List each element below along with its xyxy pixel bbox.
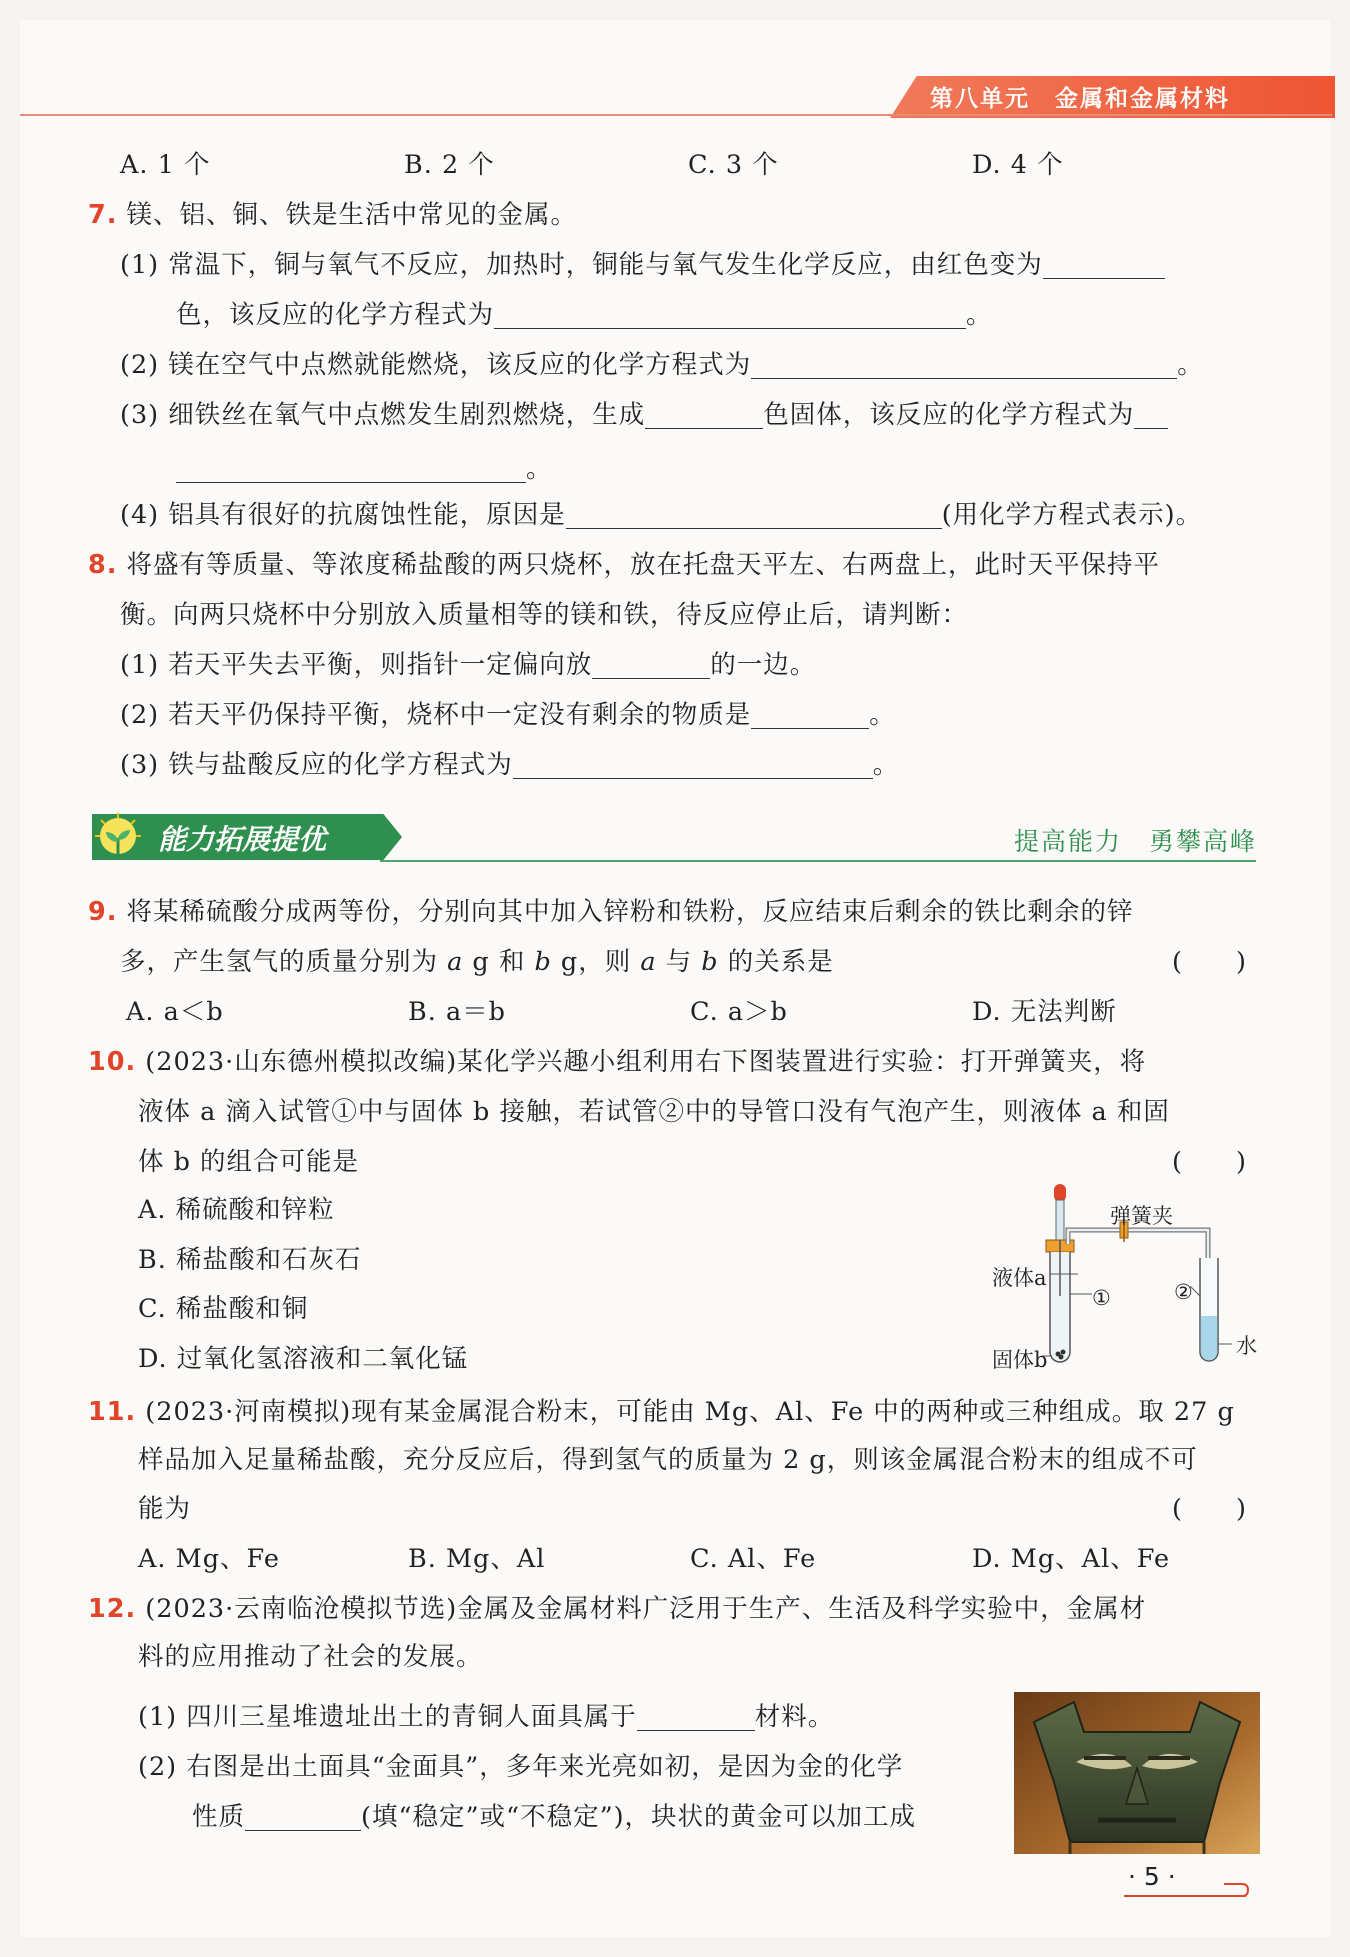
q8-stem: 将盛有等质量、等浓度稀盐酸的两只烧杯，放在托盘天平左、右两盘上，此时天平保持平: [126, 550, 1161, 580]
q11-line2: 样品加入足量稀盐酸，充分反应后，得到氢气的质量为 2 g，则该金属混合粉末的组成不可: [138, 1445, 1198, 1475]
q9-text: 与: [656, 947, 702, 977]
q12-part2-text: 性质: [192, 1802, 246, 1832]
q8-part1-text2: 的一边。: [710, 650, 817, 680]
q12-line1: [88, 1592, 1146, 1626]
q9-option-b: B. a＝b: [408, 997, 506, 1027]
q11-line1: [88, 1395, 1235, 1429]
label-tube-1: ①: [1092, 1286, 1111, 1310]
q9-text: 多，产生氢气的质量分别为: [120, 947, 439, 977]
answer-blank[interactable]: [1134, 402, 1168, 429]
q7-number: 7.: [88, 200, 118, 230]
q9-line2: [120, 945, 834, 979]
label-liquid-a: 液体a: [992, 1266, 1047, 1290]
q9-line1: [88, 895, 1134, 929]
q7-stem-line: [88, 198, 577, 232]
answer-blank[interactable]: [751, 702, 869, 729]
sun-sprout-icon: [92, 812, 144, 864]
var-a: a: [640, 947, 657, 977]
q10-line1: [88, 1045, 1146, 1079]
q10-option-c: C. 稀盐酸和铜: [138, 1294, 309, 1324]
q7-part2-line: [120, 348, 1204, 382]
q9-text: 的关系是: [718, 947, 834, 977]
q10-number: 10.: [88, 1047, 137, 1077]
q9-answer-bracket[interactable]: ( ): [1172, 947, 1247, 977]
answer-blank[interactable]: [176, 456, 526, 483]
q7-part1-text2: 色，该反应的化学方程式为: [176, 300, 495, 330]
q9-option-c: C. a＞b: [690, 997, 788, 1027]
q7-part4-text: (4) 铝具有很好的抗腐蚀性能，原因是: [120, 500, 566, 530]
q11-answer-bracket[interactable]: ( ): [1172, 1494, 1247, 1524]
answer-blank[interactable]: [245, 1804, 361, 1831]
q10-option-b: B. 稀盐酸和石灰石: [138, 1245, 362, 1275]
q6-option-c: C. 3 个: [688, 150, 779, 180]
unit-title: 第八单元 金属和金属材料: [930, 86, 1230, 112]
var-b: b: [534, 947, 552, 977]
q10-line3: 体 b 的组合可能是: [138, 1147, 360, 1177]
q7-part1-line2: [176, 298, 993, 332]
q12-part1-text: (1) 四川三星堆遗址出土的青铜人面具属于: [138, 1702, 637, 1732]
period: 。: [1177, 350, 1204, 380]
section-title: 能力拓展提优: [158, 823, 327, 856]
label-solid-b: 固体b: [992, 1348, 1048, 1372]
q12-part2-line1: (2) 右图是出土面具“金面具”，多年来光亮如初，是因为金的化学: [138, 1752, 904, 1782]
q6-option-d: D. 4 个: [972, 150, 1064, 180]
q10-answer-bracket[interactable]: ( ): [1172, 1147, 1247, 1177]
q7-stem: 镁、铝、铜、铁是生活中常见的金属。: [126, 200, 578, 230]
q6-option-a: A. 1 个: [120, 150, 211, 180]
page-corner-icon: [1220, 1880, 1250, 1900]
answer-blank[interactable]: [566, 502, 942, 529]
dropper-bulb: [1054, 1184, 1066, 1202]
q8-part1-text: (1) 若天平失去平衡，则指针一定偏向放: [120, 650, 593, 680]
bronze-mask-photo: [1014, 1692, 1260, 1854]
q10-stem: (2023·山东德州模拟改编)某化学兴趣小组利用右下图装置进行实验：打开弹簧夹，将: [145, 1047, 1147, 1077]
answer-blank[interactable]: [751, 352, 1177, 379]
answer-blank[interactable]: [592, 652, 710, 679]
q8-part2-line: [120, 698, 896, 732]
page-number: · 5 ·: [1128, 1862, 1176, 1891]
period: 。: [966, 300, 993, 330]
q9-option-d: D. 无法判断: [972, 997, 1117, 1027]
q11-option-a: A. Mg、Fe: [138, 1544, 280, 1574]
q9-text: g 和: [463, 947, 535, 977]
q10-option-d: D. 过氧化氢溶液和二氧化锰: [138, 1344, 469, 1374]
q10-option-a: A. 稀硫酸和锌粒: [138, 1195, 335, 1225]
answer-blank[interactable]: [513, 752, 873, 779]
q12-number: 12.: [88, 1594, 137, 1624]
label-water: 水: [1236, 1334, 1257, 1358]
q7-part3-text2: 色固体，该反应的化学方程式为: [763, 400, 1135, 430]
q12-stem: (2023·云南临沧模拟节选)金属及金属材料广泛用于生产、生活及科学实验中，金属材: [145, 1594, 1147, 1624]
q11-line3: 能为: [138, 1494, 192, 1524]
q9-text: g，则: [551, 947, 641, 977]
answer-blank[interactable]: [637, 1704, 755, 1731]
period: 。: [872, 750, 900, 780]
q8-part3-text: (3) 铁与盐酸反应的化学方程式为: [120, 750, 513, 780]
q11-option-d: D. Mg、Al、Fe: [972, 1544, 1171, 1574]
q8-number: 8.: [88, 550, 118, 580]
q7-part3-line1: [120, 398, 1168, 432]
q8-part2-text: (2) 若天平仍保持平衡，烧杯中一定没有剩余的物质是: [120, 700, 752, 730]
q6-option-b: B. 2 个: [404, 150, 495, 180]
answer-blank[interactable]: [645, 402, 763, 429]
q7-part1-text: (1) 常温下，铜与氧气不反应，加热时，铜能与氧气发生化学反应，由红色变为: [120, 250, 1043, 280]
q8-line1: [88, 548, 1160, 582]
var-b: b: [701, 947, 719, 977]
q12-part1-line: [138, 1700, 834, 1734]
q11-option-b: B. Mg、Al: [408, 1544, 546, 1574]
q8-part3-line: [120, 748, 899, 782]
q8-part1-line: [120, 648, 816, 682]
q8-line2: 衡。向两只烧杯中分别放入质量相等的镁和铁，待反应停止后，请判断：: [120, 600, 969, 630]
section-rule: [380, 860, 1256, 862]
q7-part3-line2: [176, 452, 553, 486]
q7-part4-text2: (用化学方程式表示)。: [941, 500, 1203, 530]
dropper-tube: [1056, 1200, 1064, 1240]
q11-stem: (2023·河南模拟)现有某金属混合粉末，可能由 Mg、Al、Fe 中的两种或三种组成。取 27 g: [145, 1397, 1235, 1427]
q10-line2: 液体 a 滴入试管①中与固体 b 接触，若试管②中的导管口没有气泡产生，则液体 a 和固: [138, 1097, 1170, 1127]
header-rule: [20, 114, 1332, 116]
q12-part2-line2: [192, 1800, 916, 1834]
q12-part2-text2: (填“稳定”或“不稳定”)，块状的黄金可以加工成: [361, 1802, 917, 1832]
label-tube-2: ②: [1174, 1280, 1193, 1304]
q7-part2-text: (2) 镁在空气中点燃就能燃烧，该反应的化学方程式为: [120, 350, 752, 380]
period: 。: [869, 700, 896, 730]
q7-part4-line: [120, 498, 1202, 532]
answer-blank[interactable]: [494, 302, 966, 329]
q12-part1-text2: 材料。: [754, 1702, 835, 1732]
q7-part1-line1: [120, 248, 1165, 282]
q9-stem: 将某稀硫酸分成两等份，分别向其中加入锌粉和铁粉，反应结束后剩余的铁比剩余的锌: [126, 897, 1134, 927]
q9-number: 9.: [88, 897, 118, 927]
label-spring-clip: 弹簧夹: [1110, 1204, 1173, 1228]
q11-option-c: C. Al、Fe: [690, 1544, 817, 1574]
section-slogan: 提高能力 勇攀高峰: [1014, 827, 1258, 856]
q11-number: 11.: [88, 1397, 137, 1427]
var-a: a: [447, 947, 464, 977]
q7-part3-text: (3) 细铁丝在氧气中点燃发生剧烈燃烧，生成: [120, 400, 646, 430]
answer-blank[interactable]: [1043, 252, 1165, 279]
q9-option-a: A. a＜b: [126, 997, 224, 1027]
q12-line2: 料的应用推动了社会的发展。: [138, 1642, 483, 1672]
period: 。: [526, 454, 553, 484]
